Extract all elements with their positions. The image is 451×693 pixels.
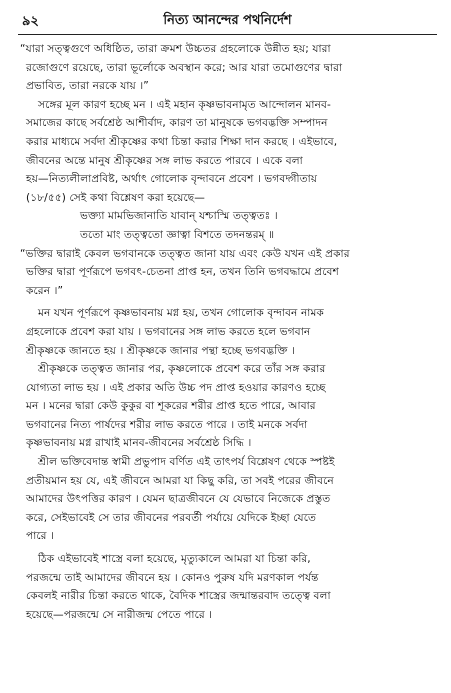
text-line: গ্রহলোকে প্রবেশ করা যায় । ভগবানের সঙ্গ লাভ করতে হলে ভগবান — [26, 325, 311, 338]
text-line: পরজন্মে তাই আমাদের জীবনে হয় । কোনও পুরুষ যদি মরণকাল পর্যন্ত — [26, 571, 319, 584]
text-line: কৃষ্ণভাবনায় মগ্ন রাখাই মানব-জীবনের সর্বশ্রেষ্ঠ সিদ্ধি । — [26, 437, 252, 450]
text-line: প্রভাবিত, তারা নরকে যায় ।” — [26, 80, 149, 93]
text-line: “যারা সত্ত্বগুণে অধিষ্ঠিত, তারা ক্রমশ উচ্চতর গ্রহলোকে উন্নীত হয়; যারা — [20, 43, 331, 55]
text-line: ঠিক এইভাবেই শাস্ত্রে বলা হয়েছে, মৃত্যুকালে আমরা যা চিন্তা করি, — [38, 553, 311, 566]
text-line: মন । মনের দ্বারা কেউ কুকুর বা শূকরের শরীর প্রাপ্ত হতে পারে, আবার — [26, 400, 316, 413]
text-line: (১৮/৫৫) সেই কথা বিশ্লেষণ করা হয়েছে— — [26, 191, 205, 204]
text-line: শ্রীল ভক্তিবেদান্ত স্বামী প্রভুপাদ বর্ণিত এই তাৎপর্য বিশ্লেষণ থেকে স্পষ্টই — [38, 456, 335, 469]
text-line: “ভক্তির দ্বারাই কেবল ভগবানকে তত্ত্বত জানা যায় এবং কেউ যখন এই প্রকার — [20, 247, 350, 260]
text-line: যোগ্যতা লাভ হয় । এই প্রকার অতি উচ্চ পদ প্রাপ্ত হওয়ার কারণও হচ্ছে — [26, 381, 326, 394]
text-line: আমাদের উৎপত্তির কারণ । যেমন ছাত্রজীবনে যে যেভাবে নিজেকে প্রস্তুত — [26, 493, 331, 506]
text-line: প্রতীয়মান হয় যে, এই জীবনে আমরা যা কিছু করি, তা সবই পরের জীবনে — [26, 474, 334, 487]
text-line: কেবলই নারীর চিন্তা করতে থাকে, বৈদিক শাস্ত্রের জন্মান্তরবাদ তত্ত্বে বলা — [26, 590, 331, 603]
text-line: শ্রীকৃষ্ণকে জানতে হয় । শ্রীকৃষ্ণকে জানার পন্থা হচ্ছে ভগবদ্ভক্তি । — [26, 344, 295, 357]
text-line: রজোগুণে রয়েছে, তারা ভূর্লোকে অবস্থান করে; আর যারা তমোগুণের দ্বারা — [26, 61, 343, 74]
text-line: করার মাধ্যমে সর্বদা শ্রীকৃষ্ণের কথা চিন্তা করার শিক্ষা দান করছে । এইভাবে, — [26, 135, 338, 148]
text-line: করেন ।” — [26, 284, 64, 297]
text-line: সমাজের কাছে সর্বশ্রেষ্ঠ আশীর্বাদ, কারণ তা মানুষকে ভগবদ্ভক্তি সম্পাদন — [26, 117, 328, 130]
text-line: শ্রীকৃষ্ণকে তত্ত্বত জানার পর, কৃষ্ণলোকে প্রবেশ করে তাঁর সঙ্গ করার — [38, 363, 326, 376]
text-line: মন যখন পূর্ণরূপে কৃষ্ণভাবনায় মগ্ন হয়, তখন গোলোক বৃন্দাবন নামক — [38, 307, 324, 320]
running-title: নিত্য আনন্দের পথনির্দেশ — [163, 13, 292, 28]
verse-line: ততো মাং তত্ত্বতো জ্ঞাত্বা বিশতে তদনন্তরম্ ॥ — [80, 228, 275, 241]
page-number: ৯২ — [22, 14, 39, 29]
text-line: সঙ্গের মূল কারণ হচ্ছে মন । এই মহান কৃষ্ণভাবনামৃত আন্দোলন মানব- — [38, 98, 331, 111]
text-line: পারে । — [26, 530, 54, 543]
text-line: হয়েছে—পরজন্মে সে নারীজন্ম পেতে পারে । — [26, 608, 213, 621]
text-line: হয়—নিত্যলীলাপ্রবিষ্ট, অর্থাৎ গোলোক বৃন্দাবনে প্রবেশ । ভগবদ্গীতায় — [26, 173, 318, 186]
text-line: করে, সেইভাবেই সে তার জীবনের পরবর্তী পর্যায়ে যেদিকে ইচ্ছা যেতে — [26, 511, 317, 524]
text-line: জীবনের অন্তে মানুষ শ্রীকৃষ্ণের সঙ্গ লাভ করতে পারবে । একে বলা — [26, 154, 303, 167]
verse-line: ভক্ত্যা মামভিজানাতি যাবান্ যশ্চাস্মি তত্ত্বতঃ । — [80, 210, 278, 223]
body-text — [20, 40, 437, 624]
page-header — [18, 6, 437, 35]
text-line: ভক্তির দ্বারা পূর্ণরূপে ভগবৎ-চেতনা প্রাপ্ত হন, তখন তিনি ভগবদ্ধামে প্রবেশ — [26, 266, 339, 279]
text-line: ভগবানের নিত্য পার্ষদের শরীর লাভ করতে পারে । তাই মনকে সর্বদা — [26, 418, 308, 431]
